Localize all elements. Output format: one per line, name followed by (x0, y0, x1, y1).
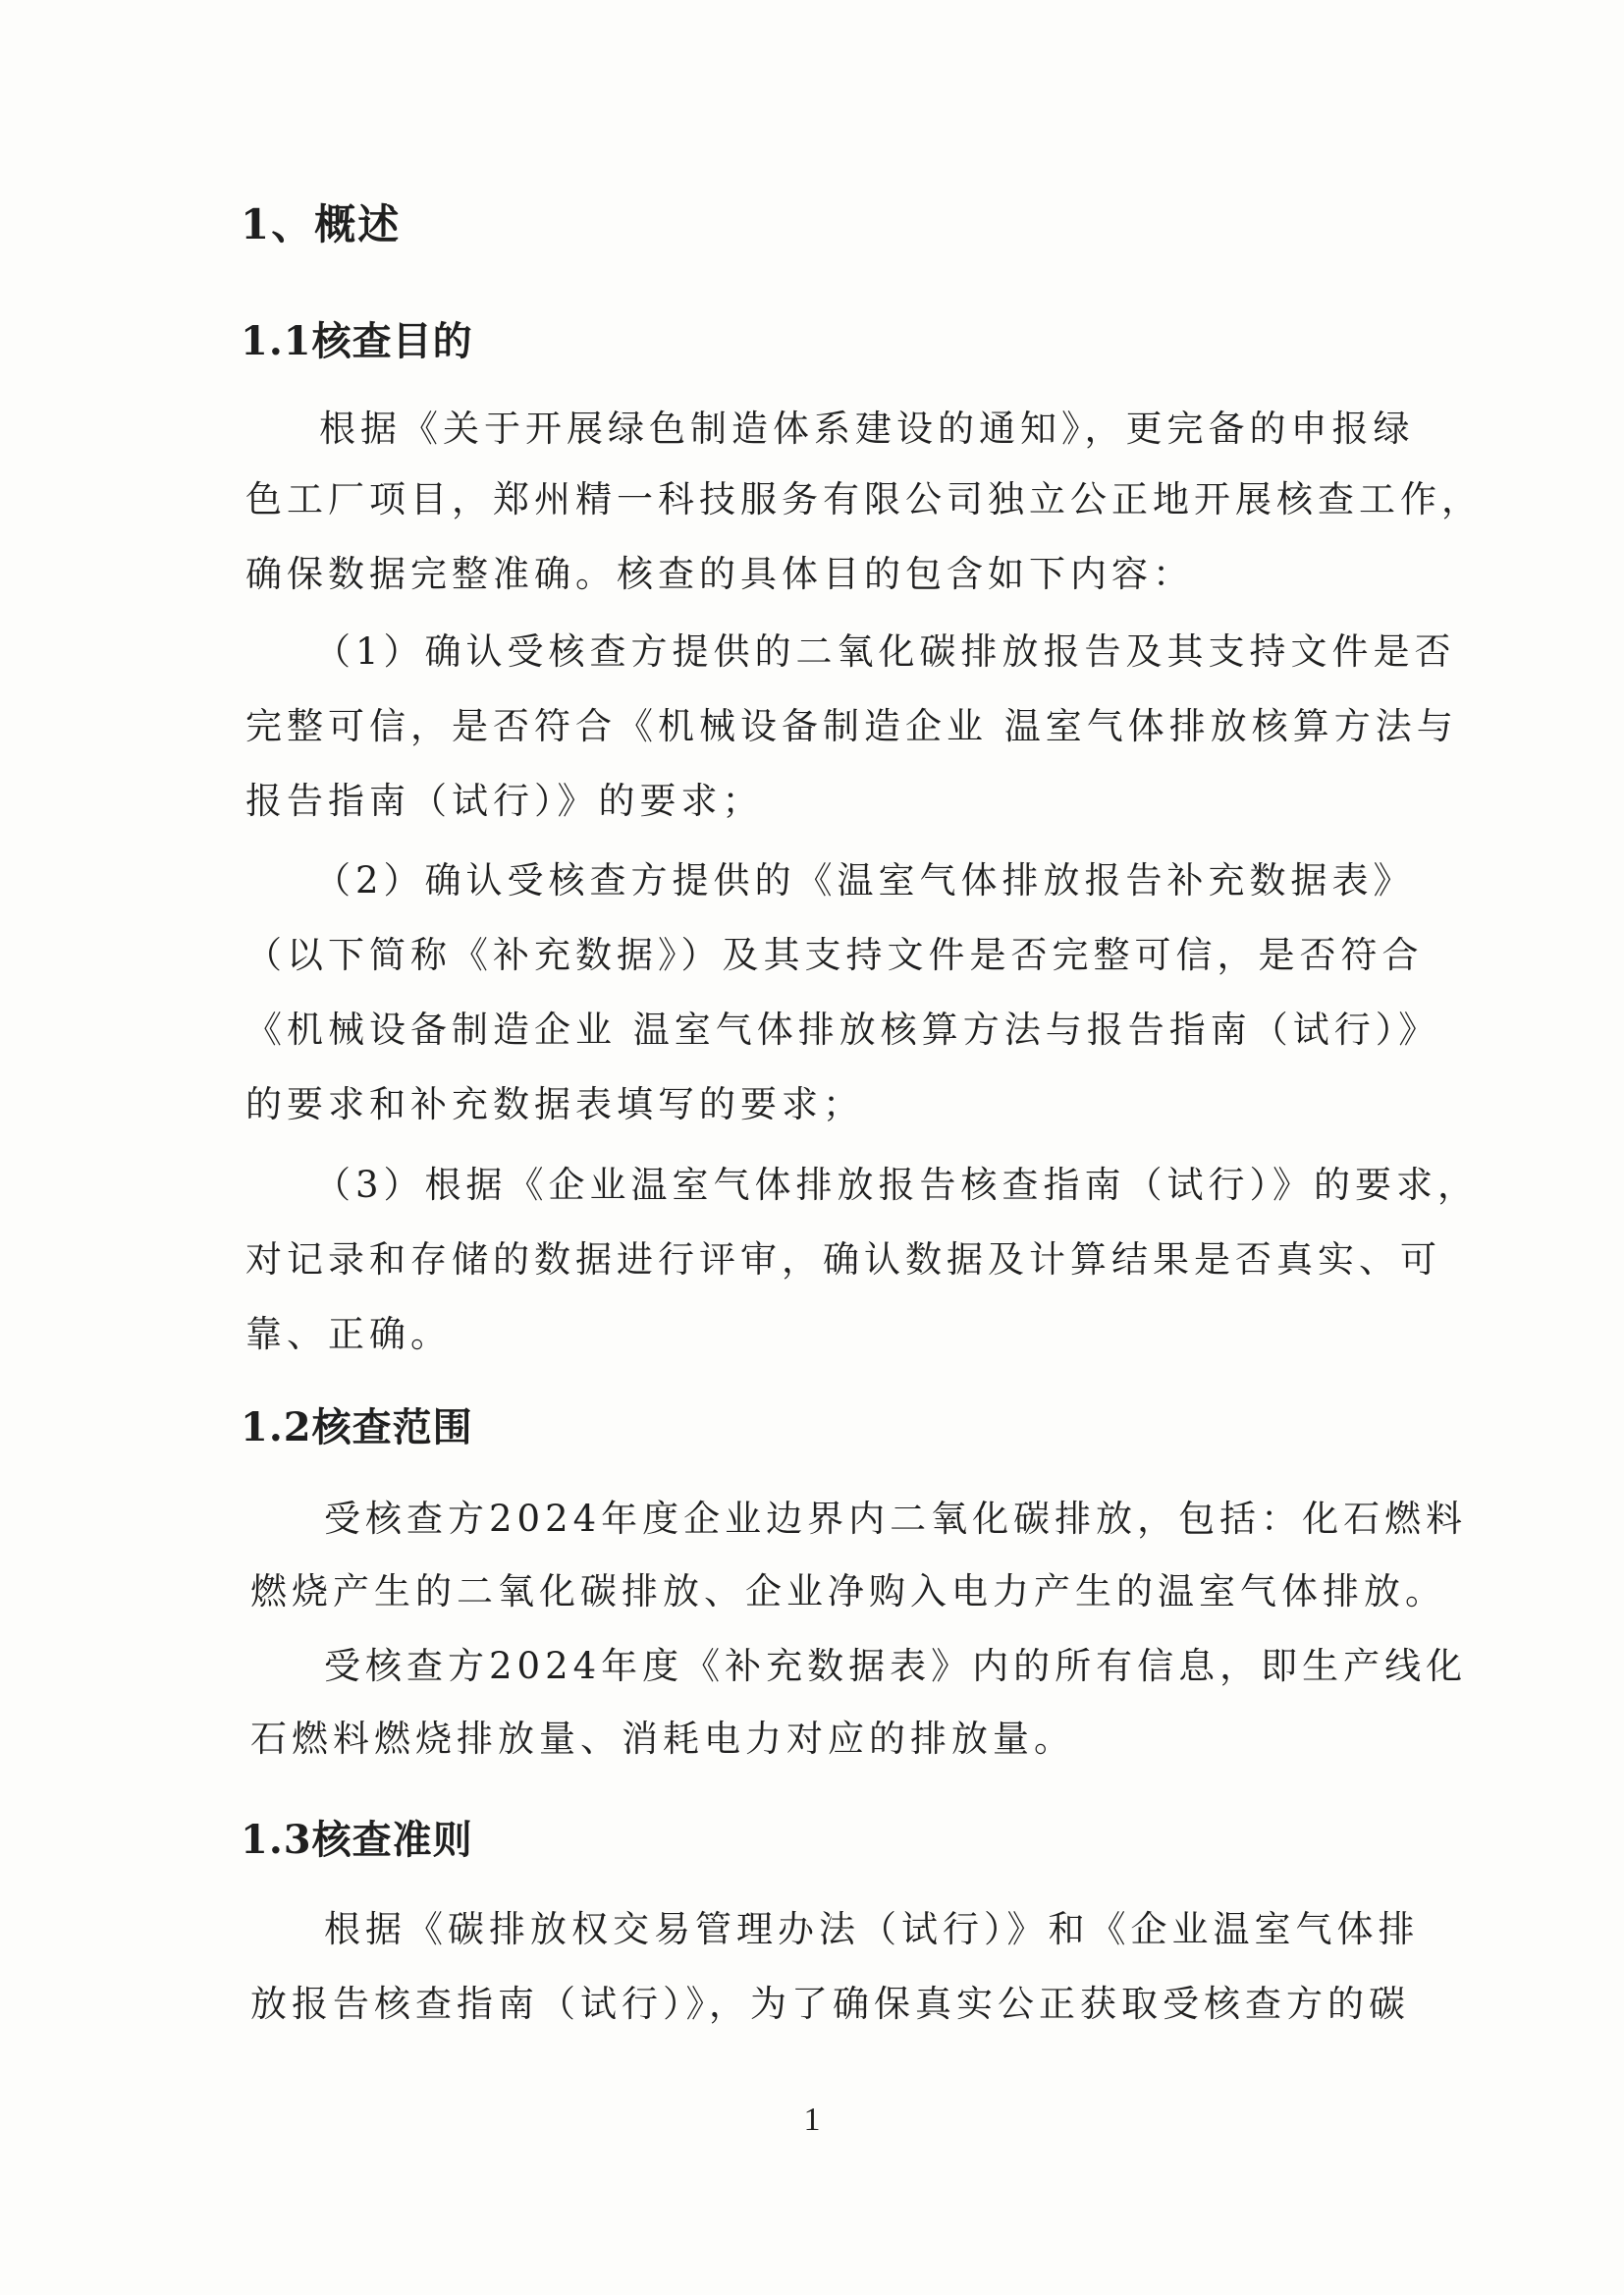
paragraph-line: 《机械设备制造企业 温室气体排放核算方法与报告指南（试行）》 (245, 1009, 1440, 1051)
section-1-1-heading: 1.1核查目的 (241, 318, 473, 364)
paragraph-line: 对记录和存储的数据进行评审，确认数据及计算结果是否真实、可 (245, 1238, 1441, 1281)
paragraph-line: （3）根据《企业温室气体排放报告核查指南（试行）》的要求， (314, 1164, 1480, 1206)
paragraph-line: （2）确认受核查方提供的《温室气体排放报告补充数据表》 (314, 859, 1415, 902)
paragraph-line: 报告指南（试行）》的要求； (245, 780, 764, 822)
paragraph-line: （以下简称《补充数据》）及其支持文件是否完整可信，是否符合 (245, 934, 1424, 976)
paragraph-line: 石燃料燃烧排放量、消耗电力对应的排放量。 (250, 1718, 1075, 1760)
paragraph-line: 完整可信，是否符合《机械设备制造企业 温室气体排放核算方法与 (245, 705, 1458, 747)
section-1-heading: 1、概述 (241, 200, 402, 248)
paragraph-line: 受核查方2024年度《补充数据表》内的所有信息，即生产线化 (324, 1645, 1468, 1687)
paragraph-line: （1）确认受核查方提供的二氧化碳排放报告及其支持文件是否 (314, 630, 1456, 673)
paragraph-line: 放报告核查指南（试行）》，为了确保真实公正获取受核查方的碳 (250, 1983, 1410, 2025)
paragraph-line: 色工厂项目，郑州精一科技服务有限公司独立公正地开展核查工作， (245, 478, 1483, 520)
paragraph-line: 确保数据完整准确。核查的具体目的包含如下内容： (245, 553, 1194, 595)
paragraph-line: 根据《关于开展绿色制造体系建设的通知》，更完备的申报绿 (319, 408, 1415, 450)
paragraph-line: 受核查方2024年度企业边界内二氧化碳排放，包括：化石燃料 (324, 1498, 1468, 1540)
section-1-2-heading: 1.2核查范围 (241, 1404, 473, 1450)
paragraph-line: 靠、正确。 (245, 1313, 452, 1355)
paragraph-line: 根据《碳排放权交易管理办法（试行）》和《企业温室气体排 (324, 1908, 1420, 1950)
paragraph-line: 的要求和补充数据表填写的要求； (245, 1083, 864, 1125)
page-number: 1 (803, 2102, 821, 2138)
paragraph-line: 燃烧产生的二氧化碳排放、企业净购入电力产生的温室气体排放。 (250, 1570, 1446, 1612)
section-1-3-heading: 1.3核查准则 (241, 1817, 473, 1863)
